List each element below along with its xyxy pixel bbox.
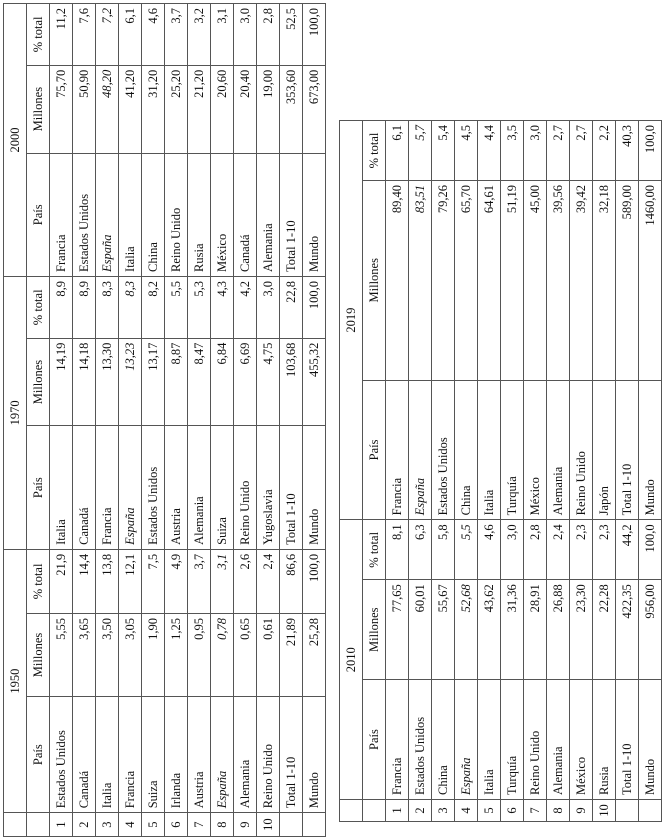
- table-row: [478, 121, 501, 822]
- country-cell: España: [211, 697, 234, 813]
- millones-cell: 51,19: [501, 180, 524, 380]
- pct-cell: 6,3: [409, 520, 432, 580]
- rank-cell: 6: [165, 813, 188, 837]
- country-cell: Suiza: [211, 426, 234, 549]
- col-millones: Millones: [363, 580, 386, 680]
- millones-cell: 5,55: [50, 613, 73, 696]
- pct-cell: 3,0: [501, 520, 524, 580]
- total-label: Total 1-10: [616, 380, 639, 520]
- millones-cell: 0,65: [234, 613, 257, 696]
- rank-cell: 8: [211, 813, 234, 837]
- col-pct: % total: [363, 520, 386, 580]
- country-cell: Canadá: [234, 153, 257, 276]
- world-millones: 956,00: [639, 580, 662, 680]
- table-row: [386, 121, 409, 822]
- pct-cell: 5,5: [165, 276, 188, 338]
- pct-cell: 4,9: [165, 549, 188, 613]
- country-cell: Reino Unido: [257, 697, 280, 813]
- table-row: [142, 4, 165, 837]
- rank-cell: 9: [570, 800, 593, 822]
- country-cell: Irlanda: [165, 697, 188, 813]
- millones-cell: 3,05: [119, 613, 142, 696]
- pct-cell: 4,6: [478, 520, 501, 580]
- pct-cell: 8,9: [73, 276, 96, 338]
- table-b-wrapper: [339, 120, 662, 822]
- country-cell: México: [570, 680, 593, 800]
- millones-cell: 25,20: [165, 65, 188, 153]
- col-pais: País: [363, 380, 386, 520]
- total-label: Total 1-10: [280, 153, 303, 276]
- world-pct: 100,0: [303, 549, 326, 613]
- col-pct: % total: [363, 121, 386, 181]
- country-cell: Reino Unido: [570, 380, 593, 520]
- pct-cell: 3,1: [211, 549, 234, 613]
- rank-cell: 5: [478, 800, 501, 822]
- country-cell: Alemania: [547, 380, 570, 520]
- col-millones: Millones: [27, 65, 50, 153]
- pct-cell: 3,2: [188, 4, 211, 66]
- col-pais: País: [27, 426, 50, 549]
- country-cell: Turquía: [501, 380, 524, 520]
- table-row: [432, 121, 455, 822]
- millones-cell: 50,90: [73, 65, 96, 153]
- country-cell: Estados Unidos: [142, 426, 165, 549]
- millones-cell: 39,42: [570, 180, 593, 380]
- country-cell: Rusia: [188, 153, 211, 276]
- pct-cell: 2,6: [234, 549, 257, 613]
- pct-cell: 4,4: [478, 121, 501, 181]
- country-cell: Francia: [386, 680, 409, 800]
- country-cell: España: [409, 380, 432, 520]
- pct-cell: 7,5: [142, 549, 165, 613]
- world-label: Mundo: [303, 697, 326, 813]
- world-pct: 100,0: [303, 276, 326, 338]
- millones-cell: 41,20: [119, 65, 142, 153]
- millones-cell: 20,40: [234, 65, 257, 153]
- world-pct: 100,0: [639, 520, 662, 580]
- country-cell: Italia: [50, 426, 73, 549]
- country-cell: Canadá: [73, 697, 96, 813]
- millones-cell: 39,56: [547, 180, 570, 380]
- rank-cell: 2: [409, 800, 432, 822]
- pct-cell: 3,0: [234, 4, 257, 66]
- pct-cell: 5,3: [188, 276, 211, 338]
- country-cell: Turquía: [501, 680, 524, 800]
- year-header-row: [340, 121, 363, 822]
- millones-cell: 8,47: [188, 338, 211, 426]
- year-2000: 2000: [4, 4, 27, 277]
- world-label: Mundo: [639, 380, 662, 520]
- world-label: Mundo: [639, 680, 662, 800]
- rank-cell: 1: [50, 813, 73, 837]
- pct-cell: 8,1: [386, 520, 409, 580]
- col-pais: País: [27, 153, 50, 276]
- pct-cell: 6,1: [386, 121, 409, 181]
- millones-cell: 31,36: [501, 580, 524, 680]
- millones-cell: 79,26: [432, 180, 455, 380]
- total-pct: 22,8: [280, 276, 303, 338]
- table-row: [593, 121, 616, 822]
- total-millones: 422,35: [616, 580, 639, 680]
- table-row: [188, 4, 211, 837]
- rank-cell: 4: [455, 800, 478, 822]
- total-millones: 353,60: [280, 65, 303, 153]
- pct-cell: 4,6: [142, 4, 165, 66]
- world-row: [639, 121, 662, 822]
- world-millones: 25,28: [303, 613, 326, 696]
- country-cell: Yugoslavia: [257, 426, 280, 549]
- pct-cell: 21,9: [50, 549, 73, 613]
- total-pct: 86,6: [280, 549, 303, 613]
- rank-cell: 9: [234, 813, 257, 837]
- country-cell: Italia: [478, 680, 501, 800]
- total-row: [280, 4, 303, 837]
- column-header-row: [27, 4, 50, 837]
- table-a: [3, 3, 326, 837]
- millones-cell: 26,88: [547, 580, 570, 680]
- millones-cell: 3,65: [73, 613, 96, 696]
- country-cell: China: [142, 153, 165, 276]
- country-cell: China: [455, 380, 478, 520]
- country-cell: Francia: [50, 153, 73, 276]
- total-label: Total 1-10: [280, 426, 303, 549]
- year-2019: 2019: [340, 121, 363, 520]
- millones-cell: 8,87: [165, 338, 188, 426]
- country-cell: Estados Unidos: [432, 380, 455, 520]
- millones-cell: 19,00: [257, 65, 280, 153]
- pct-cell: 3,0: [257, 276, 280, 338]
- col-millones: Millones: [27, 613, 50, 696]
- millones-cell: 14,19: [50, 338, 73, 426]
- rank-cell: 10: [257, 813, 280, 837]
- millones-cell: 13,17: [142, 338, 165, 426]
- country-cell: Alemania: [257, 153, 280, 276]
- total-pct: 40,3: [616, 121, 639, 181]
- rank-cell: 4: [119, 813, 142, 837]
- pct-cell: 12,1: [119, 549, 142, 613]
- world-pct: 100,0: [303, 4, 326, 66]
- world-millones: 1460,00: [639, 180, 662, 380]
- rank-cell: 5: [142, 813, 165, 837]
- total-label: Total 1-10: [616, 680, 639, 800]
- pct-cell: 2,3: [570, 520, 593, 580]
- country-cell: Francia: [96, 426, 119, 549]
- pct-cell: 5,8: [432, 520, 455, 580]
- pct-cell: 2,2: [593, 121, 616, 181]
- table-row: [547, 121, 570, 822]
- pct-cell: 3,7: [188, 549, 211, 613]
- pct-cell: 3,1: [211, 4, 234, 66]
- pct-cell: 2,4: [547, 520, 570, 580]
- world-label: Mundo: [303, 153, 326, 276]
- year-2010: 2010: [340, 520, 363, 800]
- country-cell: Italia: [119, 153, 142, 276]
- pct-cell: 2,8: [524, 520, 547, 580]
- pct-cell: 3,7: [165, 4, 188, 66]
- pct-cell: 4,2: [234, 276, 257, 338]
- country-cell: Alemania: [234, 697, 257, 813]
- millones-cell: 6,69: [234, 338, 257, 426]
- world-millones: 673,00: [303, 65, 326, 153]
- col-pais: País: [363, 680, 386, 800]
- country-cell: Austria: [188, 697, 211, 813]
- pct-cell: 13,8: [96, 549, 119, 613]
- world-millones: 455,32: [303, 338, 326, 426]
- rank-cell: 6: [501, 800, 524, 822]
- pct-cell: 2,8: [257, 4, 280, 66]
- millones-cell: 48,20: [96, 65, 119, 153]
- millones-cell: 4,75: [257, 338, 280, 426]
- pct-cell: 8,3: [96, 276, 119, 338]
- rank-cell: 3: [432, 800, 455, 822]
- pct-cell: 14,4: [73, 549, 96, 613]
- col-pais: País: [27, 697, 50, 813]
- millones-cell: 1,90: [142, 613, 165, 696]
- millones-cell: 0,78: [211, 613, 234, 696]
- millones-cell: 43,62: [478, 580, 501, 680]
- pct-cell: 3,0: [524, 121, 547, 181]
- col-pct: % total: [27, 276, 50, 338]
- total-millones: 21,89: [280, 613, 303, 696]
- millones-cell: 1,25: [165, 613, 188, 696]
- table-row: [211, 4, 234, 837]
- pct-cell: 2,4: [257, 549, 280, 613]
- country-cell: Estados Unidos: [50, 697, 73, 813]
- table-row: [119, 4, 142, 837]
- country-cell: Austria: [165, 426, 188, 549]
- table-row: [524, 121, 547, 822]
- pct-cell: 6,1: [119, 4, 142, 66]
- pct-cell: 3,5: [501, 121, 524, 181]
- rank-cell: 1: [386, 800, 409, 822]
- table-row: [501, 121, 524, 822]
- year-header-row: [4, 4, 27, 837]
- country-cell: Italia: [96, 697, 119, 813]
- table-row: [73, 4, 96, 837]
- millones-cell: 45,00: [524, 180, 547, 380]
- country-cell: Francia: [119, 697, 142, 813]
- col-millones: Millones: [363, 180, 386, 380]
- table-row: [257, 4, 280, 837]
- country-cell: Japón: [593, 380, 616, 520]
- country-cell: Reino Unido: [234, 426, 257, 549]
- col-pct: % total: [27, 549, 50, 613]
- millones-cell: 0,95: [188, 613, 211, 696]
- total-millones: 589,00: [616, 180, 639, 380]
- millones-cell: 14,18: [73, 338, 96, 426]
- pct-cell: 4,3: [211, 276, 234, 338]
- pct-cell: 11,2: [50, 4, 73, 66]
- rank-cell: 2: [73, 813, 96, 837]
- country-cell: Francia: [386, 380, 409, 520]
- country-cell: Reino Unido: [524, 680, 547, 800]
- pct-cell: 2,7: [547, 121, 570, 181]
- millones-cell: 89,40: [386, 180, 409, 380]
- total-millones: 103,68: [280, 338, 303, 426]
- country-cell: Reino Unido: [165, 153, 188, 276]
- country-cell: Alemania: [188, 426, 211, 549]
- country-cell: Suiza: [142, 697, 165, 813]
- millones-cell: 13,30: [96, 338, 119, 426]
- world-pct: 100,0: [639, 121, 662, 181]
- country-cell: Estados Unidos: [409, 680, 432, 800]
- rank-cell: 10: [593, 800, 616, 822]
- millones-cell: 0,61: [257, 613, 280, 696]
- table-a-wrapper: [3, 3, 326, 837]
- rank-cell: 7: [524, 800, 547, 822]
- pct-cell: 7,2: [96, 4, 119, 66]
- pct-cell: 5,7: [409, 121, 432, 181]
- country-cell: México: [211, 153, 234, 276]
- millones-cell: 32,18: [593, 180, 616, 380]
- millones-cell: 55,67: [432, 580, 455, 680]
- millones-cell: 6,84: [211, 338, 234, 426]
- pct-cell: 7,6: [73, 4, 96, 66]
- year-1950: 1950: [4, 549, 27, 812]
- millones-cell: 20,60: [211, 65, 234, 153]
- country-cell: España: [119, 426, 142, 549]
- table-row: [96, 4, 119, 837]
- table-row: [234, 4, 257, 837]
- world-row: [303, 4, 326, 837]
- table-b: [339, 120, 662, 822]
- col-millones: Millones: [27, 338, 50, 426]
- pct-cell: 5,4: [432, 121, 455, 181]
- country-cell: Canadá: [73, 426, 96, 549]
- country-cell: España: [96, 153, 119, 276]
- table-row: [50, 4, 73, 837]
- country-cell: Alemania: [547, 680, 570, 800]
- country-cell: Rusia: [593, 680, 616, 800]
- country-cell: Estados Unidos: [73, 153, 96, 276]
- millones-cell: 28,91: [524, 580, 547, 680]
- millones-cell: 23,30: [570, 580, 593, 680]
- millones-cell: 13,23: [119, 338, 142, 426]
- rank-cell: 3: [96, 813, 119, 837]
- millones-cell: 22,28: [593, 580, 616, 680]
- table-row: [409, 121, 432, 822]
- total-pct: 52,5: [280, 4, 303, 66]
- rank-cell: 8: [547, 800, 570, 822]
- pct-cell: 5,5: [455, 520, 478, 580]
- rank-cell: 7: [188, 813, 211, 837]
- country-cell: España: [455, 680, 478, 800]
- column-header-row: [363, 121, 386, 822]
- millones-cell: 65,70: [455, 180, 478, 380]
- millones-cell: 52,68: [455, 580, 478, 680]
- millones-cell: 64,61: [478, 180, 501, 380]
- pct-cell: 8,3: [119, 276, 142, 338]
- year-1970: 1970: [4, 276, 27, 549]
- pct-cell: 2,3: [593, 520, 616, 580]
- total-row: [616, 121, 639, 822]
- millones-cell: 83,51: [409, 180, 432, 380]
- table-row: [455, 121, 478, 822]
- world-label: Mundo: [303, 426, 326, 549]
- pct-cell: 4,5: [455, 121, 478, 181]
- country-cell: México: [524, 380, 547, 520]
- millones-cell: 60,01: [409, 580, 432, 680]
- millones-cell: 31,20: [142, 65, 165, 153]
- col-pct: % total: [27, 4, 50, 66]
- pct-cell: 2,7: [570, 121, 593, 181]
- pct-cell: 8,2: [142, 276, 165, 338]
- country-cell: Italia: [478, 380, 501, 520]
- millones-cell: 77,65: [386, 580, 409, 680]
- country-cell: China: [432, 680, 455, 800]
- millones-cell: 75,70: [50, 65, 73, 153]
- table-row: [165, 4, 188, 837]
- total-label: Total 1-10: [280, 697, 303, 813]
- millones-cell: 21,20: [188, 65, 211, 153]
- millones-cell: 3,50: [96, 613, 119, 696]
- table-row: [570, 121, 593, 822]
- total-pct: 44,2: [616, 520, 639, 580]
- pct-cell: 8,9: [50, 276, 73, 338]
